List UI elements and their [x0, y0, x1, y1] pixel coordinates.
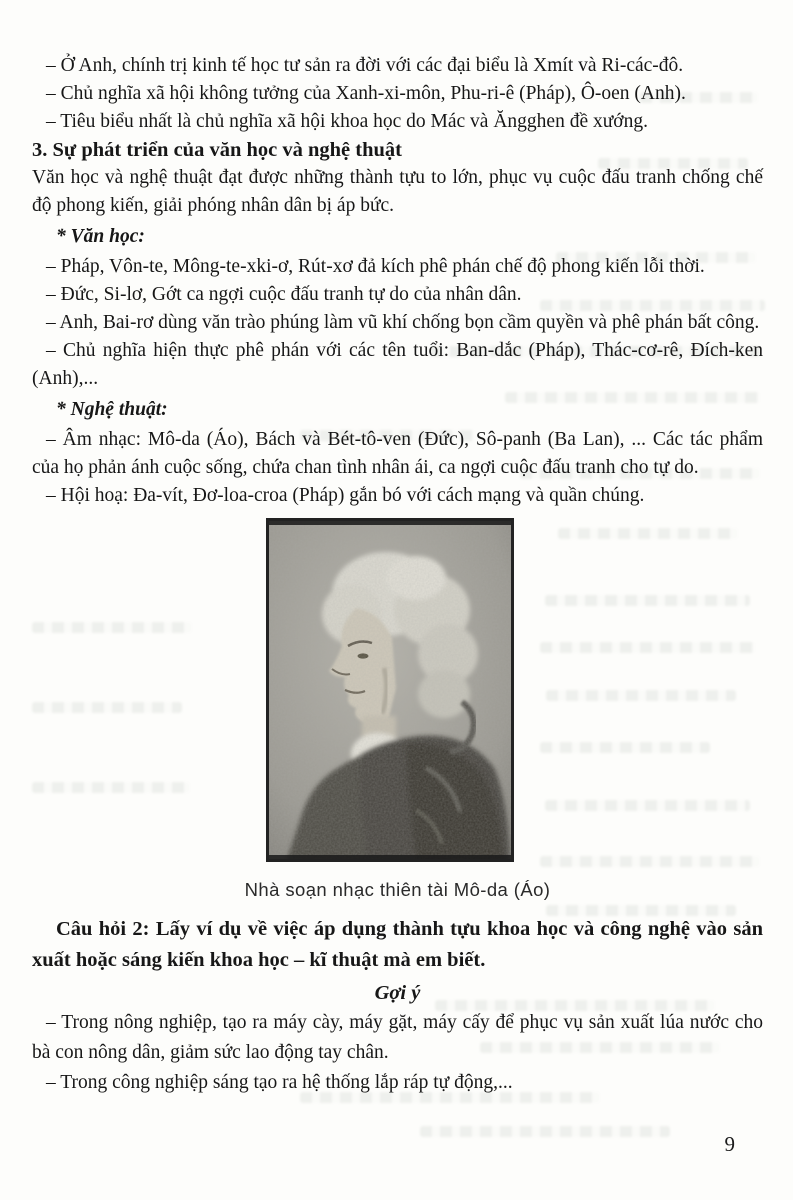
bullet-economists: – Ở Anh, chính trị kinh tế học tư sản ra đời với các đại biểu là Xmít và Ri-các-đô. — [46, 55, 684, 76]
question-2: Câu hỏi 2: Lấy ví dụ về việc áp dụng thành tựu khoa học và công nghệ vào sản xuất hoặc sáng kiến khoa học – kĩ thuật mà em biết. — [32, 918, 763, 971]
literature-item-england: – Anh, Bai-rơ dùng văn trào phúng làm vũ khí chống bọn cầm quyền và phê phán bất công. — [46, 312, 760, 333]
art-label: * Nghệ thuật: — [56, 399, 168, 420]
section-heading: 3. Sự phát triển của văn học và nghệ thuật — [32, 139, 402, 161]
literature-label: * Văn học: — [56, 226, 145, 247]
hint-label: Gợi ý — [374, 982, 421, 1004]
literature-item-realism: – Chủ nghĩa hiện thực phê phán với các tên tuổi: Ban-dắc (Pháp), Thác-cơ-rê, Đích-ken (Anh),... — [32, 340, 763, 389]
figure-mozart — [32, 518, 763, 902]
mozart-portrait-image — [266, 518, 514, 862]
bullet-utopian-socialism: – Chủ nghĩa xã hội không tưởng của Xanh-xi-môn, Phu-ri-ê (Pháp), Ô-oen (Anh). — [46, 83, 686, 104]
bleedthrough-artifact — [420, 1126, 670, 1137]
page-number: 9 — [724, 1132, 735, 1156]
intro-paragraph: Văn học và nghệ thuật đạt được những thành tựu to lớn, phục vụ cuộc đấu tranh chống chế độ phong kiến, giải phóng nhân dân bị áp bức. — [32, 167, 763, 216]
figure-caption: Nhà soạn nhạc thiên tài Mô-da (Áo) — [244, 879, 551, 900]
page-content — [32, 52, 763, 1098]
hint-item-industry: – Trong công nghiệp sáng tạo ra hệ thống lắp ráp tự động,... — [46, 1072, 513, 1093]
bullet-scientific-socialism: – Tiêu biểu nhất là chủ nghĩa xã hội khoa học do Mác và Ăngghen đề xướng. — [46, 111, 648, 132]
literature-item-france: – Pháp, Vôn-te, Mông-te-xki-ơ, Rút-xơ đả kích phê phán chế độ phong kiến lỗi thời. — [46, 256, 705, 277]
literature-item-germany: – Đức, Si-lơ, Gớt ca ngợi cuộc đấu tranh tự do của nhân dân. — [46, 284, 522, 305]
hint-item-agriculture: – Trong nông nghiệp, tạo ra máy cày, máy gặt, máy cấy để phục vụ sản xuất lúa nước cho bà con nông dân, giảm sức lao động tay chân. — [32, 1012, 763, 1063]
art-item-painting: – Hội hoạ: Đa-vít, Đơ-loa-croa (Pháp) gắn bó với cách mạng và quần chúng. — [46, 485, 645, 506]
art-item-music: – Âm nhạc: Mô-da (Áo), Bách và Bét-tô-ven (Đức), Sô-panh (Ba Lan), ... Các tác phẩm của họ phản ánh cuộc sống, chứa chan tình nhân ái, ca ngợi cuộc đấu tranh cho tự do. — [32, 429, 763, 478]
